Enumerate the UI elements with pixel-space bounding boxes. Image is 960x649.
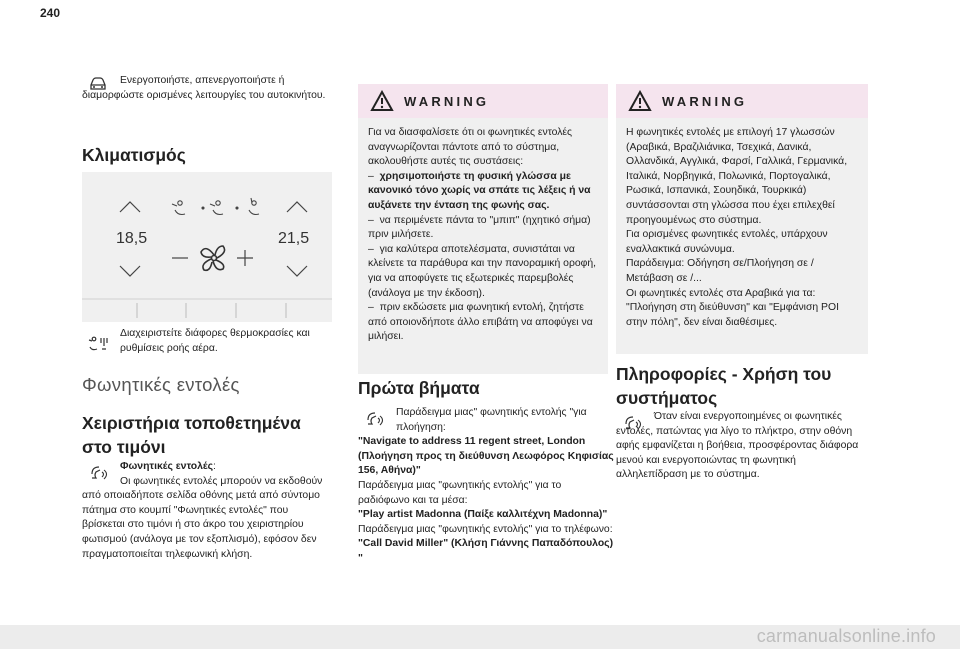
wheel-heading: Χειριστήρια τοποθετημένα στο τιμόνι bbox=[82, 413, 301, 457]
intro-block bbox=[82, 72, 332, 103]
warning-item-1 bbox=[368, 170, 598, 214]
wheel-label-colon: : bbox=[213, 461, 216, 472]
warning-item-3 bbox=[368, 243, 598, 301]
voice-command-icon bbox=[622, 414, 644, 434]
footer-bar bbox=[0, 625, 960, 649]
warning-label-1: WARNING bbox=[404, 93, 490, 109]
dash: – bbox=[368, 170, 374, 182]
warning-item-4 bbox=[368, 301, 598, 345]
warning-body-2 bbox=[616, 118, 868, 354]
warning-box-2 bbox=[616, 84, 868, 354]
warning-item-3-text: για καλύτερα αποτελέσματα, συνιστάται να κλείνετε τα παράθυρα και την πανοραμική οροφή, για να αποφύγετε τις εξωτερικές παρεμβολές (ανάλογα με την έκδοση). bbox=[368, 243, 597, 299]
intro-text: Ενεργοποιήστε, απενεργοποιήστε ή διαμορφώστε ορισμένες λειτουργίες του αυτοκινήτου. bbox=[82, 75, 326, 101]
warning-intro: Για να διασφαλίσετε ότι οι φωνητικές εντολές αναγνωρίζονται πάντοτε από το σύστημα, ακολουθήστε αυτές τις συστάσεις: bbox=[368, 127, 573, 168]
temp-left-up-icon bbox=[120, 202, 140, 212]
dash: – bbox=[368, 243, 374, 255]
warning-body-1 bbox=[358, 118, 608, 374]
temp-left-down-icon bbox=[120, 266, 140, 276]
climate-heading: Κλιματισμός bbox=[82, 145, 186, 165]
example-2-intro: Παράδειγμα μιας "φωνητικής εντολής" για το ραδιόφωνο και τα μέσα: bbox=[358, 479, 562, 506]
warning-header-2 bbox=[616, 84, 868, 118]
examples-block bbox=[358, 406, 614, 567]
warning-header-1 bbox=[358, 84, 608, 118]
warning-2-para-1: Η φωνητικές εντολές με επιλογή 17 γλωσσών (Αραβικά, Βραζιλιάνικα, Τσεχικά, Δανικά, Ολλανδικά, Αγγλικά, Φαρσί, Γαλλικά, Γερμανικά, Ιταλικά, Νορβηγικά, Πολωνικά, Πορτογαλικά, Ρωσικά, Ισπανικά, Σουηδικά, Τουρκικά) συντάσσονται στη γλώσσα που έχει επιλεχθεί προηγουμένως στο σύστημα. bbox=[626, 127, 848, 226]
climate-desc: Διαχειριστείτε διάφορες θερμοκρασίες και ρυθμίσεις ροής αέρα. bbox=[120, 328, 310, 354]
warning-item-1-text: χρησιμοποιήστε τη φυσική γλώσσα με κανονικό τόνο χωρίς να σπάτε τις λέξεις ή να αυξάνετε την ένταση της φωνής σας. bbox=[368, 170, 591, 211]
dash: – bbox=[368, 302, 374, 314]
warning-2-para-2: Για ορισμένες φωνητικές εντολές, υπάρχουν εναλλακτικά συνώνυμα. bbox=[626, 229, 828, 255]
warning-2-para-4: Οι φωνητικές εντολές στα Αραβικά για τα: "Πλοήγηση στη διεύθυνση" και "Εμφάνιση POI στην πόλη", δεν είναι διαθέσιμες. bbox=[626, 287, 839, 328]
dash: – bbox=[368, 214, 374, 226]
voice-command-icon bbox=[88, 464, 110, 484]
airflow-mode-icons bbox=[172, 198, 259, 215]
example-1-command: "Navigate to address 11 regent street, London (Πλοήγηση προς τη διεύθυνση Λεωφόρος Κηφισίας 156, Αθήνα)" bbox=[358, 436, 614, 477]
voice-heading: Φωνητικές εντολές bbox=[82, 374, 240, 395]
warning-triangle-icon bbox=[370, 90, 394, 112]
temp-left-value: 18,5 bbox=[116, 230, 148, 247]
example-3-command: "Call David Miller" (Κλήση Γιάννης Παπαδόπουλος) " bbox=[358, 538, 614, 564]
car-icon bbox=[88, 76, 108, 92]
voice-command-icon bbox=[364, 410, 386, 430]
climate-desc-block bbox=[82, 327, 332, 356]
fan-plus-icon bbox=[237, 250, 253, 266]
climate-icon bbox=[88, 335, 114, 353]
wheel-label: Φωνητικές εντολές bbox=[120, 461, 214, 472]
example-3-intro: Παράδειγμα μιας "φωνητικής εντολής" για το τηλέφωνο: bbox=[358, 523, 613, 535]
first-steps-heading: Πρώτα βήματα bbox=[358, 378, 480, 398]
temp-right-value: 21,5 bbox=[278, 230, 310, 247]
watermark[interactable]: carmanualsonline.info bbox=[756, 626, 936, 646]
warning-triangle-icon bbox=[628, 90, 652, 112]
wheel-block bbox=[82, 460, 332, 562]
example-2-command: "Play artist Madonna (Παίξε καλλιτέχνη Madonna)" bbox=[358, 509, 608, 521]
warning-item-2 bbox=[368, 214, 598, 243]
warning-item-4-text: πριν εκδώσετε μια φωνητική εντολή, ζητήστε από οποιονδήποτε άλλο επιβάτη να αποφύγει να μιλήσει. bbox=[368, 302, 593, 343]
fan-icon bbox=[201, 246, 225, 270]
info-heading: Πληροφορίες - Χρήση του συστήματος bbox=[616, 364, 832, 408]
warning-label-2: WARNING bbox=[662, 93, 748, 109]
page-number: 240 bbox=[40, 6, 61, 20]
temp-right-up-icon bbox=[287, 202, 307, 212]
warning-box-1 bbox=[358, 84, 608, 374]
info-block bbox=[616, 410, 868, 483]
info-text: Όταν είναι ενεργοποιημένες οι φωνητικές εντολές, πατώντας για λίγο το πλήκτρο, στην οθόνη αφής εμφανίζεται η βοήθεια, προσφέροντας διάφορα μενού και ενεργοποιώντας τη φωνητική αλληλεπίδραση με το σύστημα. bbox=[616, 411, 859, 481]
climate-panel bbox=[82, 172, 332, 322]
temp-right-down-icon bbox=[287, 266, 307, 276]
warning-item-2-text: να περιμένετε πάντα το "μπιπ" (ηχητικό σήμα) πριν μιλήσετε. bbox=[368, 214, 591, 241]
warning-2-para-3: Παράδειγμα: Οδήγηση σε/Πλοήγηση σε / Μετάβαση σε /... bbox=[626, 258, 814, 284]
wheel-text: Οι φωνητικές εντολές μπορούν να εκδοθούν από οποιαδήποτε σελίδα οθόνης μετά από σύντομο πάτημα στο κουμπί "Φωνητικές εντολές" που βρίσκεται στο τιμόνι ή στο άκρο του χειριστηρίου φωτισμού (ανάλογα με τον εξοπλισμό), εφόσον δεν πραγματοποιείται τηλεφωνική κλήση. bbox=[82, 475, 323, 560]
example-1-intro: Παράδειγμα μιας" φωνητικής εντολής "για πλοήγηση: bbox=[396, 407, 587, 433]
